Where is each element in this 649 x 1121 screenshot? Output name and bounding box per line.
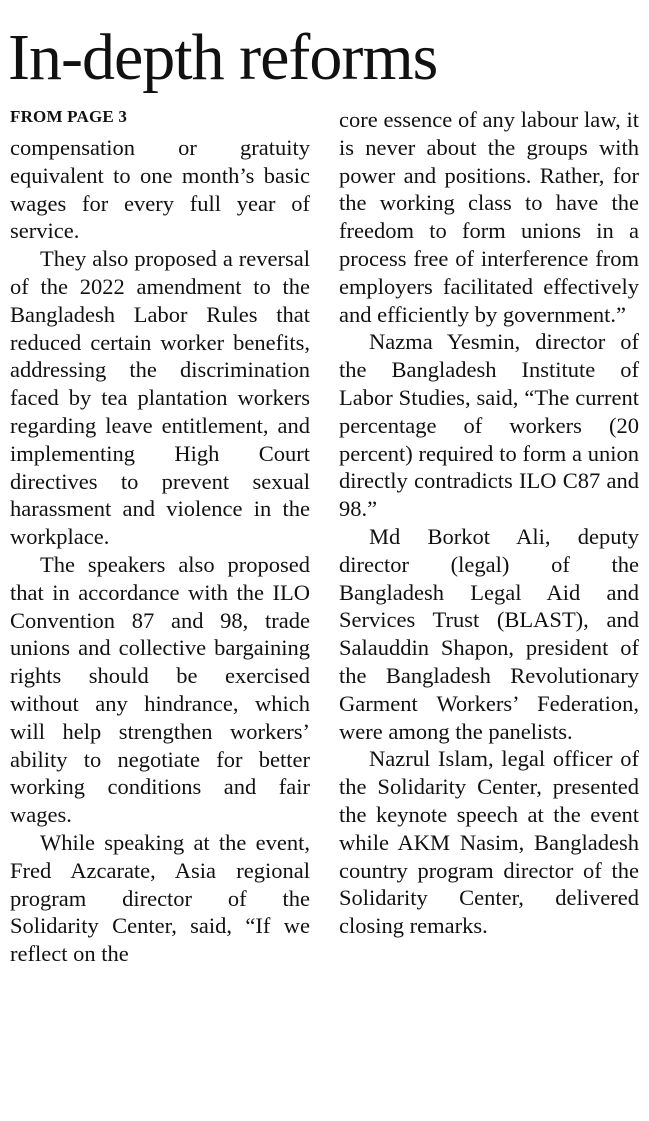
kicker-from-page: FROM PAGE 3	[10, 107, 128, 126]
paragraph: While speaking at the event, Fred Azcarate, Asia regional program director of the Solidarity Center, said, “If we reflect on the	[10, 829, 310, 967]
paragraph: They also proposed a reversal of the 2022 amendment to the Bangladesh Labor Rules that reduced certain worker benefits, addressing the discrimination faced by tea plantation workers regarding leave entitlement, and implementing High Court directives to prevent sexual harassment and violence in the workplace.	[10, 246, 310, 550]
paragraph: Nazma Yesmin, director of the Bangladesh Institute of Labor Studies, said, “The current percentage of workers (20 percent) required to form a union directly contradicts ILO C87 and 98.”	[339, 329, 639, 522]
right-column	[339, 106, 639, 940]
headline: In-depth reforms	[8, 21, 438, 94]
paragraph: compensation or gratuity equivalent to one month’s basic wages for every full year of service.	[10, 135, 310, 244]
paragraph: The speakers also proposed that in accordance with the ILO Convention 87 and 98, trade unions and collective bargaining rights should be exercised without any hindrance, which will help strengthen workers’ ability to negotiate for better working conditions and fair wages.	[10, 551, 310, 828]
paragraph: core essence of any labour law, it is never about the groups with power and positions. Rather, for the working class to have the freedom to form unions in a process free of interference from employers facilitated effectively and efficiently by government.”	[339, 107, 639, 327]
left-column	[10, 106, 310, 968]
paragraph: Md Borkot Ali, deputy director (legal) of the Bangladesh Legal Aid and Services Trust (BLAST), and Salauddin Shapon, president of the Bangladesh Revolutionary Garment Workers’ Federation, were among the panelists.	[339, 523, 639, 744]
paragraph: Nazrul Islam, legal officer of the Solidarity Center, presented the keynote speech at the event while AKM Nasim, Bangladesh country program director of the Solidarity Center, delivered closing remarks.	[339, 746, 639, 939]
